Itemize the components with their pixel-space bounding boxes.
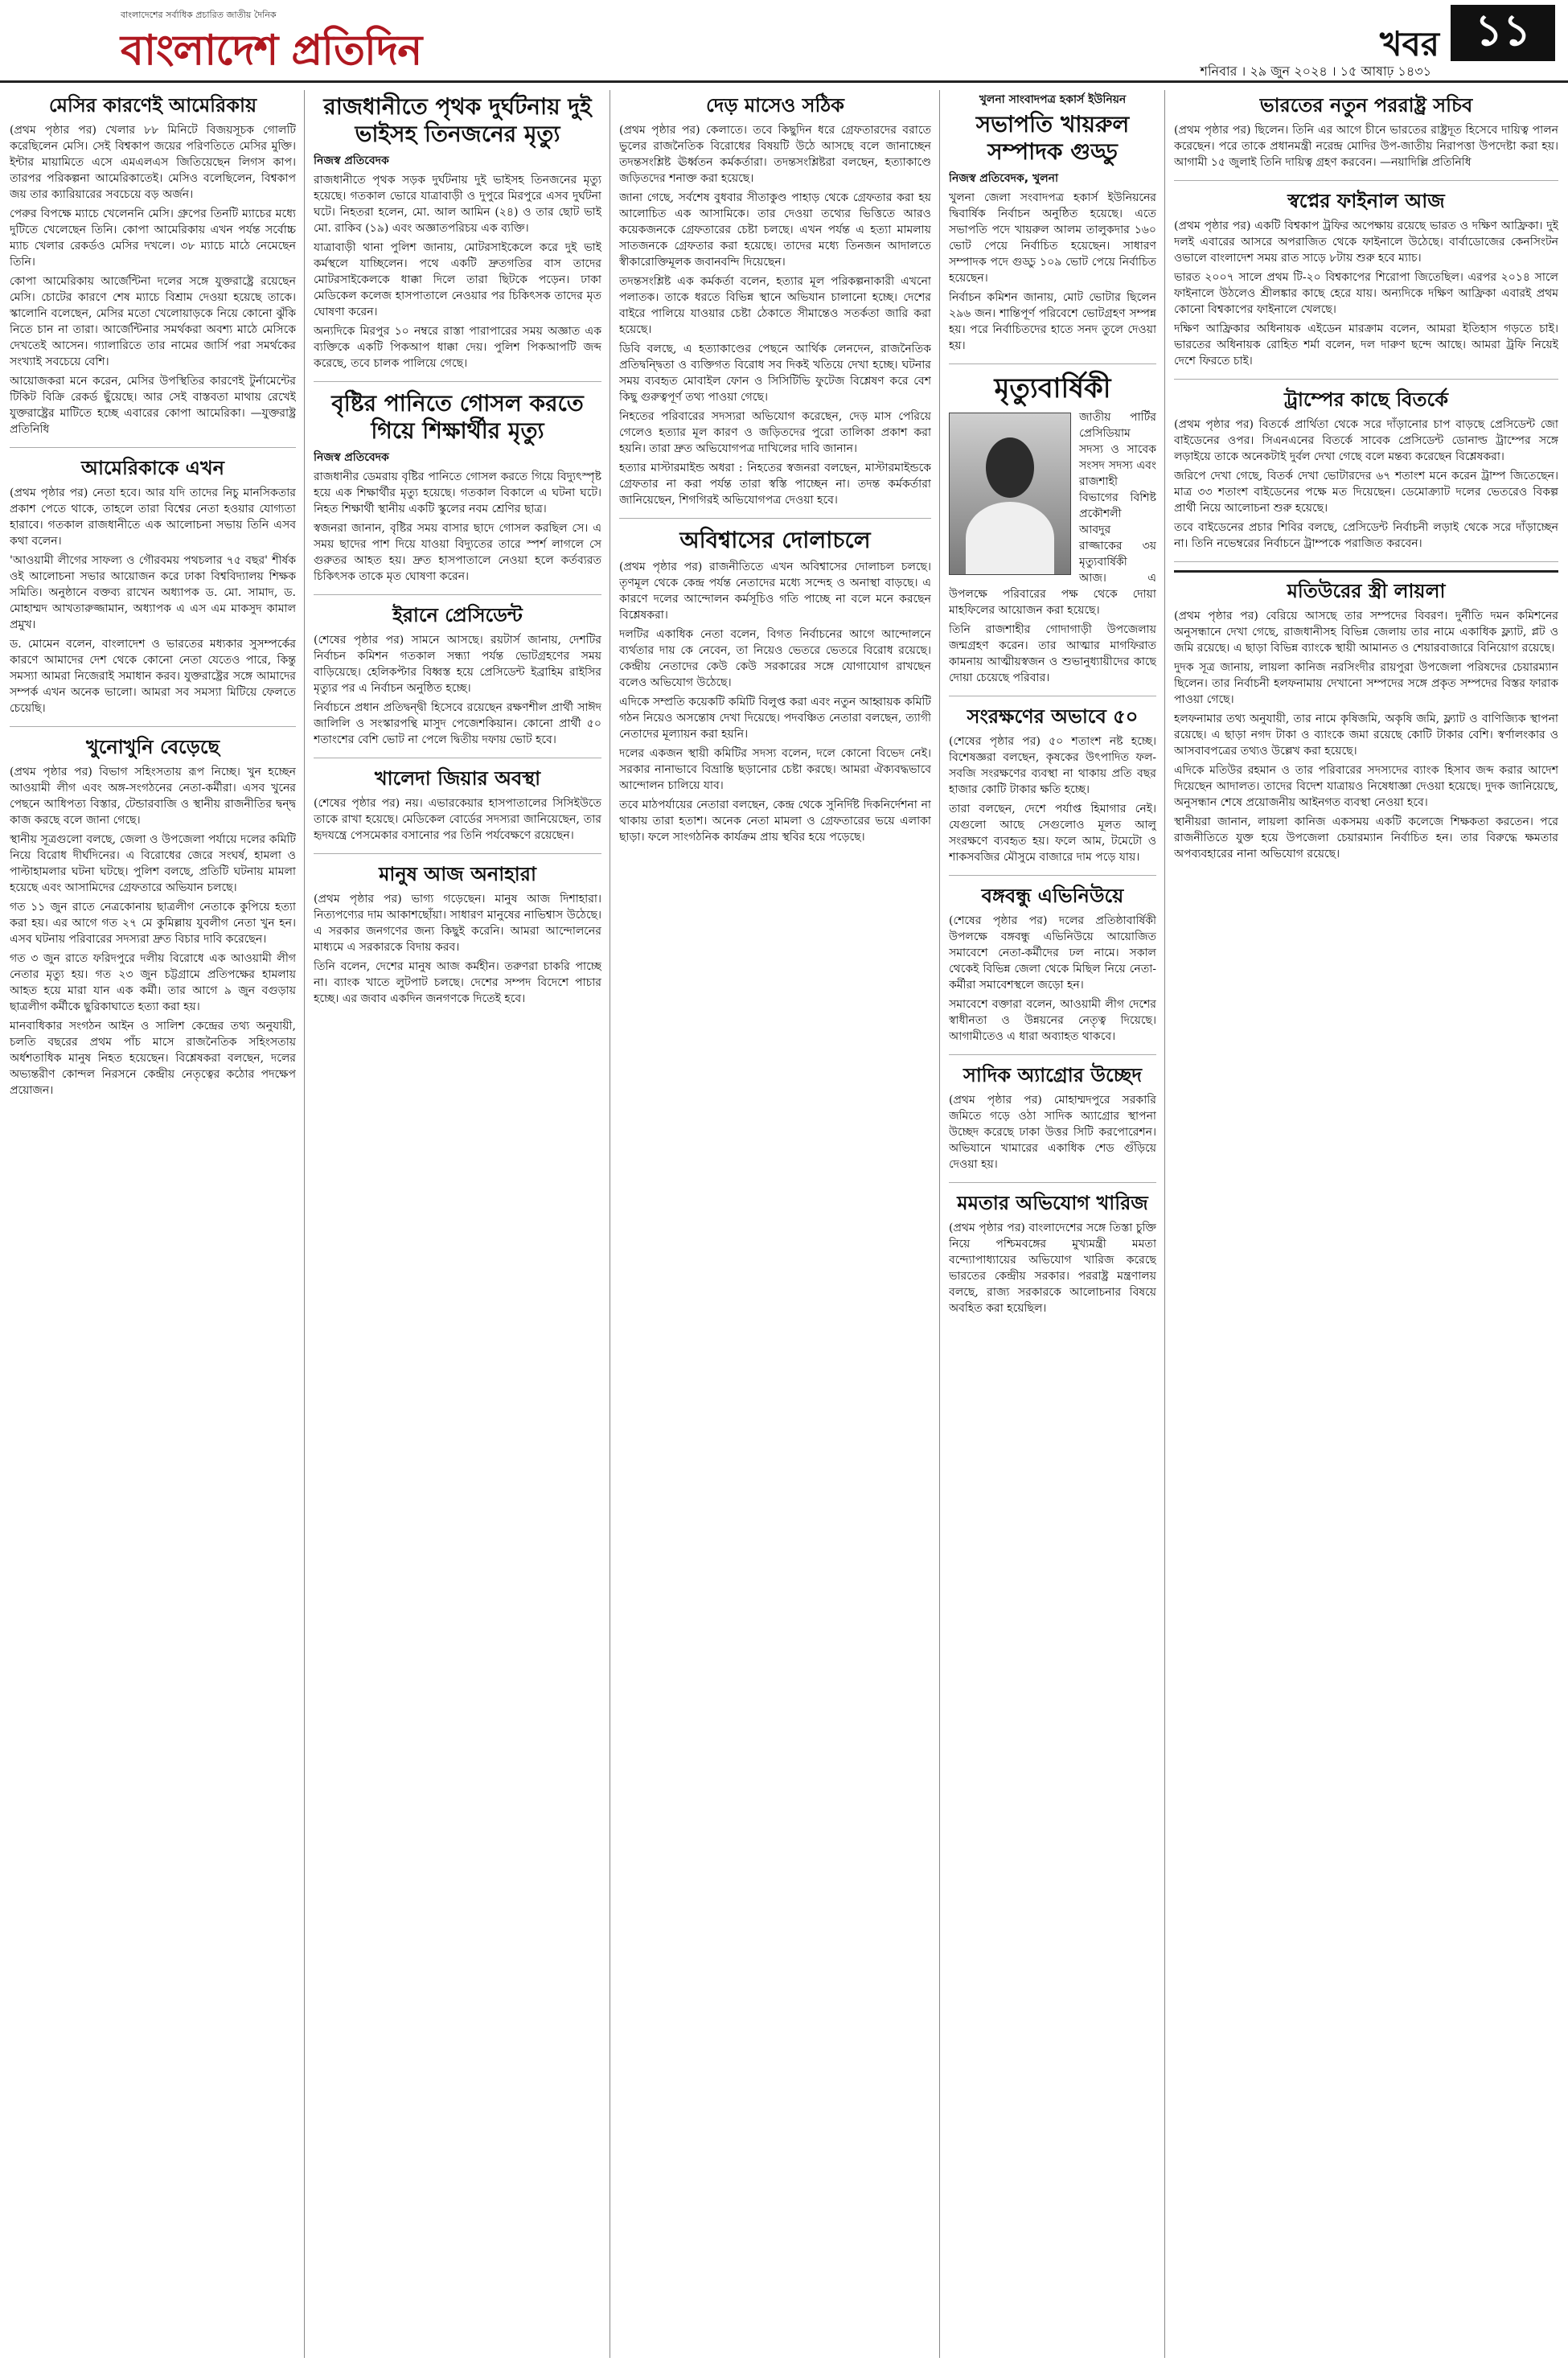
article-paragraph: (প্রথম পৃষ্ঠার পর) বেরিয়ে আসছে তার সম্পদের বিবরণ। দুর্নীতি দমন কমিশনের অনুসন্ধানে দেখা গেছে, রাজধানীসহ বিভিন্ন জেলায় তার নামে একাধিক ফ্ল্যাট, প্লট ও জমি রয়েছে। এ ছাড়া বিভিন্ন ব্যাংকে স্থায়ী আমানত ও শেয়ারবাজারে বিনিয়োগ রয়েছে। [1174,610,1558,655]
article-byline: নিজস্ব প্রতিবেদক [314,154,389,167]
column-rule [304,90,305,2358]
article-paragraph: তিনি রাজশাহীর গোদাগাড়ী উপজেলায় জন্মগ্রহণ করেন। তার আত্মার মাগফিরাত কামনায় আত্মীয়স্বজন ও শুভানুধ্যায়ীদের কাছে দোয়া চেয়েছে পরিবার। [949,623,1156,684]
article-paragraph: (প্রথম পৃষ্ঠার পর) বিতর্কে প্রার্থিতা থেকে সরে দাঁড়ানোর চাপ বাড়ছে প্রেসিডেন্ট জো বাইডেনের ওপর। সিএনএনের বিতর্কে সাবেক প্রেসিডেন্ট ডোনাল্ড ট্রাম্পের সঙ্গে লড়াইয়ে তাকে অনেকটাই দুর্বল দেখা গেছে বলে মন্তব্য করেছেন বিশ্লেষকরা। [1174,418,1558,463]
article-starving [314,862,601,1017]
article-headline: ইরানে প্রেসিডেন্ট [392,604,523,626]
article-paragraph: (প্রথম পৃষ্ঠার পর) ভাগ্য গড়েছেন। মানুষ আজ দিশাহারা। নিত্যপণ্যের দাম আকাশছোঁয়া। সাধারণ মানুষের নাভিশ্বাস উঠেছে। এ সরকার জনগণের জন্য কিছুই করেনি। আমরা আন্দোলনের মাধ্যমে এ সরকারকে বিদায় করব। [314,893,601,954]
article-paragraph: দলটির একাধিক নেতা বলেন, বিগত নির্বাচনের আগে আন্দোলনে ব্যর্থতার দায় কে নেবেন, তা নিয়েও ভেতরে ভেতরে বিরোধ রয়েছে। কেন্দ্রীয় নেতাদের কেউ কেউ সরকারের সঙ্গে যোগাযোগ রাখছেন বলেও অভিযোগ উঠেছে। [619,628,931,689]
article-accident [314,93,601,382]
article-headline: মমতার অভিযোগ খারিজ [957,1192,1148,1214]
article-paragraph: যাত্রাবাড়ী থানা পুলিশ জানায়, মোটরসাইকেলে করে দুই ভাই কর্মস্থলে যাচ্ছিলেন। পথে একটি দ্রুতগতির বাস তাদের মোটরসাইকেলকে ধাক্কা দিলে তারা ছিটকে পড়েন। ঢাকা মেডিকেল কলেজ হাসপাতালে নেওয়ার পর চিকিৎসক তাদের মৃত ঘোষণা করেন। [314,241,601,318]
article-paragraph: নির্বাচন কমিশন জানায়, মোট ভোটার ছিলেন ২৯৬ জন। শান্তিপূর্ণ পরিবেশে ভোটগ্রহণ সম্পন্ন হয়। পরে নির্বাচিতদের হাতে সনদ তুলে দেওয়া হয়। [949,291,1156,352]
article-hawkers-union [949,92,1156,364]
article-paragraph: স্বজনরা জানান, বৃষ্টির সময় বাসার ছাদে গোসল করছিল সে। এ সময় ছাদের পাশ দিয়ে যাওয়া বিদ্যুতের তারে স্পর্শ লাগলে সে গুরুতর আহত হয়। দ্রুত হাসপাতালে নেওয়া হলে কর্তব্যরত চিকিৎসক তাকে মৃত ঘোষণা করেন। [314,522,601,583]
masthead [0,0,1568,83]
article-laila [1174,570,1558,872]
article-iran [314,603,601,758]
article-student-death [314,390,601,595]
masthead-tagline: বাংলাদেশের সর্বাধিক প্রচারিত জাতীয় দৈনিক [121,10,277,20]
article-paragraph: (শেষের পৃষ্ঠার পর) সামনে আসছে। রয়টার্স জানায়, দেশটির নির্বাচন কমিশন গতকাল সন্ধ্যা পর্যন্ত ভোটগ্রহণের সময় বাড়িয়েছে। হেলিকপ্টার বিধ্বস্ত হয়ে প্রেসিডেন্ট ইব্রাহিম রাইসির মৃত্যুর পর এ নির্বাচন অনুষ্ঠিত হচ্ছে। [314,634,601,695]
article-paragraph: তারা বলছেন, দেশে পর্যাপ্ত হিমাগার নেই। যেগুলো আছে সেগুলোও মূলত আলু সংরক্ষণে ব্যবহৃত হয়। ফলে আম, টমেটো ও শাকসবজির মৌসুমে বাজারে দাম পড়ে যায়। [949,803,1156,864]
column-rule [939,90,940,2358]
article-headline: সাদিক অ্যাগ্রোর উচ্ছেদ [963,1064,1142,1086]
article-paragraph: মানবাধিকার সংগঠন আইন ও সালিশ কেন্দ্রের তথ্য অনুযায়ী, চলতি বছরের প্রথম পাঁচ মাসে রাজনৈতিক সহিংসতায় অর্ধশতাধিক মানুষ নিহত হয়েছেন। বিশ্লেষকরা বলছেন, দলের অভ্যন্তরীণ কোন্দল নিরসনে কেন্দ্রীয় নেতৃত্বের কঠোর পদক্ষেপ প্রয়োজন। [10,1020,296,1097]
article-paragraph: (শেষের পৃষ্ঠার পর) নয়। এভারকেয়ার হাসপাতালের সিসিইউতে তাকে রাখা হয়েছে। মেডিকেল বোর্ডের সদস্যরা জানিয়েছেন, তার হৃদযন্ত্রে পেসমেকার বসানোর পর তিনি পর্যবেক্ষণে রয়েছেন। [314,797,601,842]
article-paragraph: স্থানীয় সূত্রগুলো বলছে, জেলা ও উপজেলা পর্যায়ে দলের কমিটি নিয়ে বিরোধ দীর্ঘদিনের। এ বিরোধের জেরে সংঘর্ষ, হামলা ও পাল্টাহামলার ঘটনা ঘটছে। পুলিশ বলছে, প্রতিটি ঘটনায় মামলা হয়েছে এবং আসামিদের গ্রেফতারে অভিযান চলছে। [10,833,296,894]
article-paragraph: তিনি বলেন, দেশের মানুষ আজ কর্মহীন। তরুণরা চাকরি পাচ্ছে না। ব্যাংক খাতে লুটপাট চলছে। দেশের সম্পদ বিদেশে পাচার হচ্ছে। এর জবাব একদিন জনগণকে দিতেই হবে। [314,960,601,1005]
article-paragraph: 'আওয়ামী লীগের সাফল্য ও গৌরবময় পথচলার ৭৫ বছর' শীর্ষক ওই আলোচনা সভার আয়োজন করে ঢাকা বিশ্ববিদ্যালয় শিক্ষক সমিতি। অনুষ্ঠানে বক্তব্য রাখেন অধ্যাপক ড. মো. সামাদ, ড. মোহাম্মদ আখতারুজ্জামান, অধ্যাপক এ এস এম মাকসুদ কামাল প্রমুখ। [10,554,296,631]
article-messi [10,93,296,448]
column-1 [10,90,296,2358]
article-headline: মৃত্যুবার্ষিকী [994,372,1111,405]
column-3 [619,90,931,2358]
article-paragraph: (শেষের পৃষ্ঠার পর) দলের প্রতিষ্ঠাবার্ষিকী উপলক্ষে বঙ্গবন্ধু এভিনিউয়ে আয়োজিত সমাবেশে নেতা-কর্মীদের ঢল নামে। সকাল থেকেই বিভিন্ন জেলা থেকে মিছিল নিয়ে নেতা-কর্মীরা সমাবেশস্থলে জড়ো হন। [949,914,1156,992]
article-byline: নিজস্ব প্রতিবেদক, খুলনা [949,172,1059,185]
article-headline: ভারতের নতুন পররাষ্ট্র সচিব [1259,94,1473,117]
article-investigation [619,93,931,519]
article-paragraph: এদিকে সম্প্রতি কয়েকটি কমিটি বিলুপ্ত করা এবং নতুন আহ্বায়ক কমিটি গঠন নিয়েও অসন্তোষ দেখা দিয়েছে। পদবঞ্চিত নেতারা বলছেন, ত্যাগী নেতাদের মূল্যায়ন করা হয়নি। [619,696,931,741]
page-number: ১১ [1451,5,1555,61]
article-paragraph: (প্রথম পৃষ্ঠার পর) খেলার ৮৮ মিনিটে বিজয়সূচক গোলটি করেছিলেন মেসি। সেই বিশ্বকাপ জয়ের পরিণতিতে মেসির মুক্তি। ইন্টার মায়ামিতে এসে এমএলএস জিতিয়েছেন লিগস কাপ। তারপর পরিকল্পনা আমেরিকাতেই। মেসিও বলেছিলেন, বিশ্বকাপ জয় তার ক্যারিয়ারের সবচেয়ে বড় অর্জন। [10,124,296,201]
article-paragraph: গত ৩ জুন রাতে ফরিদপুরে দলীয় বিরোধে এক আওয়ামী লীগ নেতার মৃত্যু হয়। গত ২৩ জুন চট্টগ্রামে প্রতিপক্ষের হামলায় আহত হয়ে মারা যান এক কর্মী। তার আগে ৯ জুন বগুড়ায় ছাত্রলীগ কর্মীকে ছুরিকাঘাতে হত্যা করা হয়। [10,952,296,1013]
article-headline: বঙ্গবন্ধু এভিনিউয়ে [981,885,1124,907]
article-paragraph: তদন্তসংশ্লিষ্ট এক কর্মকর্তা বলেন, হত্যার মূল পরিকল্পনাকারী এখনো পলাতক। তাকে ধরতে বিভিন্ন স্থানে অভিযান চালানো হচ্ছে। দেশের বাইরে পালিয়ে যাওয়ার চেষ্টা ঠেকাতে সীমান্তেও সতর্কতা জারি করা হয়েছে। [619,275,931,336]
column-5 [1174,90,1558,2358]
article-paragraph: (প্রথম পৃষ্ঠার পর) মোহাম্মদপুরে সরকারি জমিতে গড়ে ওঠা সাদিক অ্যাগ্রোর স্থাপনা উচ্ছেদ করেছে ঢাকা উত্তর সিটি করপোরেশন। অভিযানে খামারের একাধিক শেড গুঁড়িয়ে দেওয়া হয়। [949,1094,1156,1171]
article-bangabandhu-avenue [949,884,1156,1055]
article-paragraph: পেরুর বিপক্ষে ম্যাচে খেলেননি মেসি। গ্রুপের তিনটি ম্যাচের মধ্যে দুটিতে খেলেছেন তিনি। কোপা আমেরিকায় এখন পর্যন্ত সর্বোচ্চ ম্যাচ খেলার রেকর্ডও মেসির দখলে। ৩৮ ম্যাচে মাঠে নেমেছেন তিনি। [10,207,296,269]
article-paragraph: দলের একজন স্থায়ী কমিটির সদস্য বলেন, দলে কোনো বিভেদ নেই। সরকার নানাভাবে বিভ্রান্তি ছড়ানোর চেষ্টা করছে। আমরা ঐক্যবদ্ধভাবে আন্দোলন চালিয়ে যাব। [619,747,931,792]
column-rule [1164,90,1165,2358]
article-paragraph: ডিবি বলছে, এ হত্যাকাণ্ডের পেছনে আর্থিক লেনদেন, রাজনৈতিক প্রতিদ্বন্দ্বিতা ও ব্যক্তিগত বিরোধ সব দিকই খতিয়ে দেখা হচ্ছে। ঘটনার সময় ব্যবহৃত মোবাইল ফোন ও সিসিটিভি ফুটেজ বিশ্লেষণ করে বেশ কিছু গুরুত্বপূর্ণ তথ্য পাওয়া গেছে। [619,343,931,404]
dateline: শনিবার । ২৯ জুন ২০২৪ । ১৫ আষাঢ় ১৪৩১ [1200,64,1431,79]
article-mamata [949,1191,1156,1326]
article-khaleda [314,766,601,854]
article-paragraph: রাজধানীতে পৃথক সড়ক দুর্ঘটনায় দুই ভাইসহ তিনজনের মৃত্যু হয়েছে। গতকাল ভোরে যাত্রাবাড়ী ও দুপুরে মিরপুরে এসব দুর্ঘটনা ঘটে। নিহতরা হলেন, মো. আল আমিন (২৪) ও তার ছোট ভাই মো. রাকিব (১৯) এবং অজ্ঞাতপরিচয় এক ব্যক্তি। [314,174,601,235]
article-paragraph: কোপা আমেরিকায় আর্জেন্টিনা দলের সঙ্গে যুক্তরাষ্ট্রে রয়েছেন মেসি। চোটের কারণে শেষ ম্যাচে বিশ্রাম দেওয়া হয়েছে তাকে। স্কালোনি বলেছেন, মেসির মতো খেলোয়াড়কে নিয়ে কোনো ঝুঁকি নিতে চান না তারা। আর্জেন্টিনার সমর্থকরা অবশ্য মাঠে মেসিকে দেখতেই আসেন। গ্যালারিতে তার নামের জার্সি পরা সমর্থকের সংখ্যাই সবচেয়ে বেশি। [10,275,296,368]
article-paragraph: (প্রথম পৃষ্ঠার পর) রাজনীতিতে এখন অবিশ্বাসের দোলাচল চলছে। তৃণমূল থেকে কেন্দ্র পর্যন্ত নেতাদের মধ্যে সন্দেহ ও অনাস্থা বাড়ছে। এ কারণে দলের আন্দোলন কর্মসূচিও গতি পাচ্ছে না বলে মনে করছেন বিশ্লেষকরা। [619,561,931,622]
article-paragraph: তবে বাইডেনের প্রচার শিবির বলছে, প্রেসিডেন্ট নির্বাচনী লড়াই থেকে সরে দাঁড়াচ্ছেন না। তিনি নভেম্বরের নির্বাচনে ট্রাম্পকে পরাজিত করবেন। [1174,521,1558,550]
article-headline: সভাপতি খায়রুল সম্পাদক গুড্ডু [975,111,1130,165]
article-paragraph: হত্যার মাস্টারমাইন্ড অধরা : নিহতের স্বজনরা বলছেন, মাস্টারমাইন্ডকে গ্রেফতার না করা পর্যন্ত তারা স্বস্তি পাচ্ছেন না। তদন্ত কর্মকর্তারা জানিয়েছেন, শিগগিরই অভিযোগপত্র দেওয়া হবে। [619,462,931,507]
column-4 [949,90,1156,2358]
article-india-foreign-secretary [1174,93,1558,181]
column-2 [314,90,601,2358]
article-killings [10,735,296,1108]
article-headline: আমেরিকাকে এখন [81,457,224,479]
article-paragraph: ড. মোমেন বলেন, বাংলাদেশ ও ভারতের মধ্যকার সুসম্পর্কের কারণে আমাদের দেশ থেকে কোনো নেতা যেতেও পারে, কিন্তু সমস্যা আমরা নিজেরাই সমাধান করব। যুক্তরাষ্ট্রের সঙ্গে আমাদের সম্পর্ক এখন অনেক ভালো। আমরা সব সমস্যা মিটিয়ে ফেলতে চেয়েছি। [10,638,296,715]
article-headline: মানুষ আজ অনাহারা [379,863,536,885]
article-paragraph: (প্রথম পৃষ্ঠার পর) বিভাগ সহিংসতায় রূপ নিচ্ছে। খুন হচ্ছেন আওয়ামী লীগ এবং অঙ্গ-সংগঠনের নেতা-কর্মীরা। এসব খুনের পেছনে আধিপত্য বিস্তার, টেন্ডারবাজি ও স্থানীয় রাজনীতির দ্বন্দ্ব কাজ করছে বলে জানা গেছে। [10,766,296,827]
article-paragraph: দুদক সূত্র জানায়, লায়লা কানিজ নরসিংদীর রায়পুরা উপজেলা পরিষদের চেয়ারম্যান ছিলেন। তার নির্বাচনী হলফনামায় দেখানো সম্পদের সঙ্গে প্রকৃত সম্পদের বিস্তর ফারাক পাওয়া গেছে। [1174,661,1558,706]
article-paragraph: (প্রথম পৃষ্ঠার পর) নেতা হবে। আর যদি তাদের নিচু মানসিকতার প্রকাশ পেতে থাকে, তাহলে তারা বিশ্বের নেতা হওয়ার যোগ্যতা হারাবে। গতকাল রাজধানীতে এক আলোচনা সভায় তিনি এসব কথা বলেন। [10,487,296,548]
article-headline: মতিউরের স্ত্রী লায়লা [1287,580,1446,602]
article-paragraph: আয়োজকরা মনে করেন, মেসির উপস্থিতির কারণেই টুর্নামেন্টের টিকিট বিক্রি রেকর্ড ছুঁয়েছে। আর সেই বাস্তবতা মাথায় রেখেই যুক্তরাষ্ট্রের মাটিতে হচ্ছে এবারের কোপা আমেরিকা। —যুক্তরাষ্ট্র প্রতিনিধি [10,375,296,436]
article-paragraph: (শেষের পৃষ্ঠার পর) ৫০ শতাংশ নষ্ট হচ্ছে। বিশেষজ্ঞরা বলছেন, কৃষকের উৎপাদিত ফল-সবজি সংরক্ষণের ব্যবস্থা না থাকায় প্রতি বছর হাজার কোটি টাকার ক্ষতি হচ্ছে। [949,735,1156,796]
article-trump-debate [1174,388,1558,562]
article-distrust [619,527,931,855]
article-dream-final [1174,189,1558,380]
article-paragraph: খুলনা জেলা সংবাদপত্র হকার্স ইউনিয়নের দ্বিবার্ষিক নির্বাচন অনুষ্ঠিত হয়েছে। এতে সভাপতি পদে খায়রুল আলম তালুকদার ১৬০ ভোট পেয়ে নির্বাচিত হয়েছেন। সাধারণ সম্পাদক পদে গুড্ডু ১০৯ ভোট পেয়ে নির্বাচিত হয়েছেন। [949,191,1156,285]
article-death-anniversary [949,372,1156,696]
article-paragraph: তবে মাঠপর্যায়ের নেতারা বলছেন, কেন্দ্র থেকে সুনির্দিষ্ট দিকনির্দেশনা না থাকায় তারা হতাশ। অনেক নেতা মামলা ও গ্রেফতারের ভয়ে এলাকা ছাড়া। ফলে সাংগঠনিক কার্যক্রম প্রায় স্থবির হয়ে পড়েছে। [619,799,931,844]
article-paragraph: (প্রথম পৃষ্ঠার পর) বাংলাদেশের সঙ্গে তিস্তা চুক্তি নিয়ে পশ্চিমবঙ্গের মুখ্যমন্ত্রী মমতা বন্দ্যোপাধ্যায়ের অভিযোগ খারিজ করেছে ভারতের কেন্দ্রীয় সরকার। পররাষ্ট্র মন্ত্রণালয় বলছে, রাজ্য সরকারকে আলোচনার বিষয়ে অবহিত করা হয়েছিল। [949,1222,1156,1315]
article-byline: নিজস্ব প্রতিবেদক [314,451,389,464]
article-paragraph: নিহতের পরিবারের সদস্যরা অভিযোগ করেছেন, দেড় মাস পেরিয়ে গেলেও হত্যার মূল কারণ ও জড়িতদের পুরো তালিকা প্রকাশ করা হয়নি। তারা দ্রুত অভিযোগপত্র দাখিলের দাবি জানান। [619,410,931,455]
article-headline: ট্রাম্পের কাছে বিতর্কে [1284,388,1448,411]
article-paragraph: হলফনামার তথ্য অনুযায়ী, তার নামে কৃষিজমি, অকৃষি জমি, ফ্ল্যাট ও বাণিজ্যিক স্থাপনা রয়েছে। এ ছাড়া নগদ টাকা ও ব্যাংকে জমা রয়েছে কোটি টাকার বেশি। স্বর্ণালংকার ও আসবাবপত্রের তথ্যও উল্লেখ করা হয়েছে। [1174,713,1558,758]
article-paragraph: জানা গেছে, সর্বশেষ বুধবার সীতাকুণ্ড পাহাড় থেকে গ্রেফতার করা হয় আলোচিত এক আসামিকে। তার দেওয়া তথ্যের ভিত্তিতে আরও কয়েকজনকে গ্রেফতারের চেষ্টা চলছে। এখন পর্যন্ত এ হত্যা মামলায় সাতজনকে গ্রেফতার করা হয়েছে। তাদের মধ্যে তিনজন আদালতে স্বীকারোক্তিমূলক জবানবন্দি দিয়েছেন। [619,191,931,269]
article-paragraph: ভারত ২০০৭ সালে প্রথম টি-২০ বিশ্বকাপের শিরোপা জিতেছিল। এরপর ২০১৪ সালে ফাইনালে উঠলেও শ্রীলঙ্কার কাছে হেরে যায়। অন্যদিকে দক্ষিণ আফ্রিকা এবারই প্রথম কোনো বিশ্বকাপের ফাইনালে খেলছে। [1174,271,1558,316]
article-paragraph: অন্যদিকে মিরপুর ১০ নম্বরে রাস্তা পারাপারের সময় অজ্ঞাত এক ব্যক্তিকে একটি পিকআপ ধাক্কা দেয়। পুলিশ পিকআপটি জব্দ করেছে, তবে চালক পালিয়ে গেছে। [314,325,601,370]
newspaper-logo: বাংলাদেশ প্রতিদিন [121,26,422,75]
article-paragraph: (প্রথম পৃষ্ঠার পর) একটি বিশ্বকাপ ট্রফির অপেক্ষায় রয়েছে ভারত ও দক্ষিণ আফ্রিকা। দুই দলই এবারের আসরে অপরাজিত থেকে ফাইনালে উঠেছে। বার্বাডোজের কেনসিংটন ওভালে বাংলাদেশ সময় রাত সাড়ে ৮টায় শুরু হবে ম্যাচ। [1174,220,1558,265]
article-paragraph: জাতীয় পার্টির প্রেসিডিয়াম সদস্য ও সাবেক সংসদ সদস্য এবং রাজশাহী বিভাগের বিশিষ্ট প্রকৌশলী আবদুর রাজ্জাকের ৩য় মৃত্যুবার্ষিকী আজ। এ উপলক্ষে পরিবারের পক্ষ থেকে দোয়া মাহফিলের আয়োজন করা হয়েছে। [949,411,1156,617]
article-paragraph: জরিপে দেখা গেছে, বিতর্ক দেখা ভোটারদের ৬৭ শতাংশ মনে করেন ট্রাম্প জিতেছেন। মাত্র ৩৩ শতাংশ বাইডেনের পক্ষে মত দিয়েছেন। ডেমোক্র্যাট দলের ভেতরেও বিকল্প প্রার্থী নিয়ে আলোচনা শুরু হয়েছে। [1174,470,1558,515]
article-headline: সংরক্ষণের অভাবে ৫০ [967,705,1139,728]
article-paragraph: গত ১১ জুন রাতে নেত্রকোনায় ছাত্রলীগ নেতাকে কুপিয়ে হত্যা করা হয়। এর আগে গত ২৭ মে কুমিল্লায় যুবলীগ নেতা খুন হন। এসব ঘটনায় পরিবারের সদস্যরা দ্রুত বিচার দাবি করেছেন। [10,901,296,946]
portrait-photo [949,413,1071,575]
article-headline: দেড় মাসেও সঠিক [706,94,844,117]
article-headline: বৃষ্টির পানিতে গোসল করতে গিয়ে শিক্ষার্থীর মৃত্যু [331,390,584,444]
section-label: খবর [1379,24,1439,64]
article-headline: খুনোখুনি বেড়েছে [85,736,220,758]
article-sadeeq-agro [949,1063,1156,1183]
article-headline: খালেদা জিয়ার অবস্থা [374,767,541,790]
article-america [10,456,296,727]
article-headline: রাজধানীতে পৃথক দুর্ঘটনায় দুই ভাইসহ তিনজনের মৃত্যু [323,93,592,147]
article-paragraph: এদিকে মতিউর রহমান ও তার পরিবারের সদস্যদের ব্যাংক হিসাব জব্দ করার আদেশ দিয়েছেন আদালত। তাদের বিদেশ যাত্রায়ও নিষেধাজ্ঞা দেওয়া হয়েছে। দুদক জানিয়েছে, অনুসন্ধান শেষে প্রয়োজনীয় আইনগত ব্যবস্থা নেওয়া হবে। [1174,764,1558,809]
article-paragraph: সমাবেশে বক্তারা বলেন, আওয়ামী লীগ দেশের স্বাধীনতা ও উন্নয়নের নেতৃত্ব দিয়েছে। আগামীতেও এ ধারা অব্যাহত থাকবে। [949,998,1156,1043]
article-paragraph: স্থানীয়রা জানান, লায়লা কানিজ একসময় একটি কলেজে শিক্ষকতা করতেন। পরে রাজনীতিতে যুক্ত হয়ে উপজেলা চেয়ারম্যান নির্বাচিত হন। তার বিরুদ্ধে ক্ষমতার অপব্যবহারের নানা অভিযোগ রয়েছে। [1174,815,1558,860]
article-headline: স্বপ্নের ফাইনাল আজ [1287,190,1445,212]
article-kicker: খুলনা সাংবাদপত্র হকার্স ইউনিয়ন [979,93,1127,106]
article-headline: মেসির কারণেই আমেরিকায় [48,94,257,117]
article-headline: অবিশ্বাসের দোলাচলে [679,527,871,553]
article-paragraph: (প্রথম পৃষ্ঠার পর) কেলাতে। তবে কিছুদিন ধরে গ্রেফতারদের বরাতে ভুলের রাজনৈতিক বিরোধের বিষয়টি উঠে আসছে বলে জানাচ্ছেন তদন্তসংশ্লিষ্ট ঊর্ধ্বতন কর্মকর্তারা। তদন্তসংশ্লিষ্টরা বলছেন, হত্যাকাণ্ডে জড়িতদের শনাক্ত করা হয়েছে। [619,124,931,185]
article-storage [949,704,1156,876]
article-paragraph: নির্বাচনে প্রধান প্রতিদ্বন্দ্বী হিসেবে রয়েছেন রক্ষণশীল প্রার্থী সাঈদ জালিলি ও সংস্কারপন্থি মাসুদ পেজেশকিয়ান। কোনো প্রার্থী ৫০ শতাংশের বেশি ভোট না পেলে দ্বিতীয় দফায় ভোট হবে। [314,701,601,746]
article-paragraph: রাজধানীর ডেমরায় বৃষ্টির পানিতে গোসল করতে গিয়ে বিদ্যুৎস্পৃষ্ট হয়ে এক শিক্ষার্থীর মৃত্যু হয়েছে। গতকাল বিকালে এ ঘটনা ঘটে। নিহত শিক্ষার্থী স্থানীয় একটি স্কুলের নবম শ্রেণির ছাত্র। [314,470,601,515]
article-paragraph: দক্ষিণ আফ্রিকার অধিনায়ক এইডেন মারক্রাম বলেন, আমরা ইতিহাস গড়তে চাই। ভারতের অধিনায়ক রোহিত শর্মা বলেন, দল দারুণ ছন্দে আছে। আমরা ট্রফি নিয়েই দেশে ফিরতে চাই। [1174,322,1558,368]
article-paragraph: (প্রথম পৃষ্ঠার পর) ছিলেন। তিনি এর আগে চীনে ভারতের রাষ্ট্রদূত হিসেবে দায়িত্ব পালন করেছেন। পরে তাকে প্রধানমন্ত্রী নরেন্দ্র মোদির উপ-জাতীয় নিরাপত্তা উপদেষ্টা করা হয়। আগামী ১৫ জুলাই তিনি দায়িত্ব গ্রহণ করবেন। —নয়াদিল্লি প্রতিনিধি [1174,124,1558,169]
